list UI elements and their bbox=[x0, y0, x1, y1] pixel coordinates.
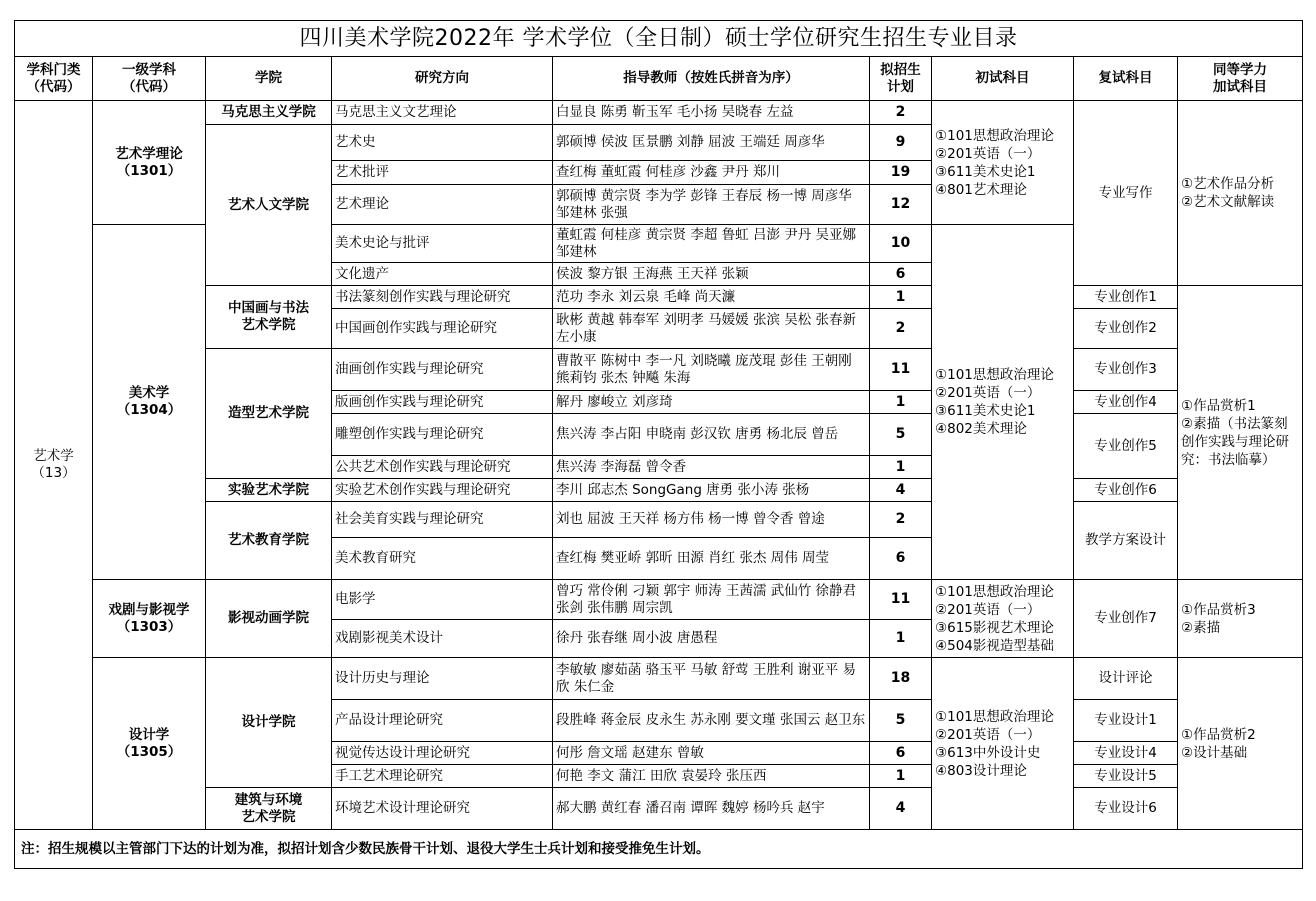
header-retest: 复试科目 bbox=[1074, 57, 1178, 101]
college-cell: 艺术人文学院 bbox=[206, 125, 332, 286]
quota-cell: 4 bbox=[870, 788, 932, 830]
direction-cell: 艺术理论 bbox=[332, 185, 553, 225]
quota-cell: 18 bbox=[870, 658, 932, 700]
extra-subjects: ①作品赏析2 ②设计基础 bbox=[1178, 658, 1303, 830]
tutors-cell: 何艳 李文 蒲江 田欣 袁晏玲 张压西 bbox=[553, 765, 870, 788]
discipline-1301: 艺术学理论 （1301） bbox=[93, 101, 206, 225]
quota-cell: 11 bbox=[870, 580, 932, 620]
tutors-cell: 焦兴涛 李占阳 申晓南 彭汉钦 唐勇 杨北辰 曾岳 bbox=[553, 414, 870, 456]
direction-cell: 环境艺术设计理论研究 bbox=[332, 788, 553, 830]
tutors-cell: 段胜峰 蒋金辰 皮永生 苏永刚 要文瑾 张国云 赵卫东 bbox=[553, 700, 870, 742]
tutors-cell: 郝大鹏 黄红春 潘召南 谭晖 魏婷 杨吟兵 赵宇 bbox=[553, 788, 870, 830]
header-extra: 同等学力 加试科目 bbox=[1178, 57, 1303, 101]
tutors-cell: 查红梅 樊亚峤 郭昕 田源 肖红 张杰 周伟 周莹 bbox=[553, 538, 870, 580]
header-discipline: 一级学科 （代码） bbox=[93, 57, 206, 101]
tutors-cell: 侯波 黎方银 王海燕 王天祥 张颖 bbox=[553, 263, 870, 286]
direction-cell: 版画创作实践与理论研究 bbox=[332, 391, 553, 414]
retest-cell: 设计评论 bbox=[1074, 658, 1178, 700]
direction-cell: 油画创作实践与理论研究 bbox=[332, 349, 553, 391]
discipline-1304: 美术学 （1304） bbox=[93, 225, 206, 580]
retest-cell: 专业创作3 bbox=[1074, 349, 1178, 391]
catalog-table bbox=[14, 20, 1303, 869]
extra-subjects: ①作品赏析1 ②素描（书法篆刻创作实践与理论研究：书法临摹） bbox=[1178, 286, 1303, 580]
exam-subjects: ①101思想政治理论 ②201英语（一） ③615影视艺术理论 ④504影视造型基础 bbox=[932, 580, 1074, 658]
header-tutors: 指导教师（按姓氏拼音为序） bbox=[553, 57, 870, 101]
tutors-cell: 曾巧 常伶俐 刁颖 郭宇 师涛 王茜濡 武仙竹 徐静君 张剑 张伟鹏 周宗凯 bbox=[553, 580, 870, 620]
category-cell: 艺术学 （13） bbox=[15, 101, 93, 830]
direction-cell: 书法篆刻创作实践与理论研究 bbox=[332, 286, 553, 309]
direction-cell: 产品设计理论研究 bbox=[332, 700, 553, 742]
college-cell: 艺术教育学院 bbox=[206, 502, 332, 580]
extra-subjects: ①作品赏析3 ②素描 bbox=[1178, 580, 1303, 658]
tutors-cell: 何彤 詹文瑶 赵建东 曾敏 bbox=[553, 742, 870, 765]
tutors-cell: 郭硕博 黄宗贤 李为学 彭锋 王春辰 杨一博 周彦华 邹建林 张强 bbox=[553, 185, 870, 225]
table-row bbox=[15, 788, 1303, 830]
direction-cell: 美术史论与批评 bbox=[332, 225, 553, 263]
tutors-cell: 白显良 陈勇 靳玉军 毛小扬 吴晓春 左益 bbox=[553, 101, 870, 125]
direction-cell: 社会美育实践与理论研究 bbox=[332, 502, 553, 538]
quota-cell: 5 bbox=[870, 414, 932, 456]
table-row bbox=[15, 658, 1303, 700]
retest-cell: 专业写作 bbox=[1074, 101, 1178, 286]
page-title: 四川美术学院2022年 学术学位（全日制）硕士学位研究生招生专业目录 bbox=[15, 21, 1303, 57]
header-row bbox=[15, 57, 1303, 101]
college-cell: 实验艺术学院 bbox=[206, 479, 332, 502]
tutors-cell: 耿彬 黄越 韩奉军 刘明孝 马媛媛 张滨 吴松 张春新 左小康 bbox=[553, 309, 870, 349]
retest-cell: 专业创作5 bbox=[1074, 414, 1178, 479]
college-cell: 马克思主义学院 bbox=[206, 101, 332, 125]
quota-cell: 6 bbox=[870, 263, 932, 286]
direction-cell: 艺术批评 bbox=[332, 161, 553, 185]
extra-subjects: ①艺术作品分析 ②艺术文献解读 bbox=[1178, 101, 1303, 286]
retest-cell: 专业设计5 bbox=[1074, 765, 1178, 788]
retest-cell: 专业设计6 bbox=[1074, 788, 1178, 830]
table-row bbox=[15, 580, 1303, 620]
quota-cell: 6 bbox=[870, 538, 932, 580]
enrollment-catalog bbox=[14, 20, 1302, 885]
college-cell: 影视动画学院 bbox=[206, 580, 332, 658]
direction-cell: 艺术史 bbox=[332, 125, 553, 161]
retest-cell: 专业创作2 bbox=[1074, 309, 1178, 349]
retest-cell: 专业创作4 bbox=[1074, 391, 1178, 414]
tutors-cell: 徐丹 张春继 周小波 唐愚程 bbox=[553, 620, 870, 658]
retest-cell: 教学方案设计 bbox=[1074, 502, 1178, 580]
tutors-cell: 范功 李永 刘云泉 毛峰 尚天濂 bbox=[553, 286, 870, 309]
tutors-cell: 李敏敏 廖茹菡 骆玉平 马敏 舒莺 王胜利 谢亚平 易欣 朱仁金 bbox=[553, 658, 870, 700]
table-row bbox=[15, 101, 1303, 125]
quota-cell: 19 bbox=[870, 161, 932, 185]
direction-cell: 中国画创作实践与理论研究 bbox=[332, 309, 553, 349]
direction-cell: 戏剧影视美术设计 bbox=[332, 620, 553, 658]
tutors-cell: 郭硕博 侯波 匡景鹏 刘静 屈波 王端廷 周彦华 bbox=[553, 125, 870, 161]
direction-cell: 文化遗产 bbox=[332, 263, 553, 286]
quota-cell: 12 bbox=[870, 185, 932, 225]
tutors-cell: 刘也 屈波 王天祥 杨方伟 杨一博 曾令香 曾途 bbox=[553, 502, 870, 538]
exam-subjects: ①101思想政治理论 ②201英语（一） ③611美术史论1 ④802美术理论 bbox=[932, 225, 1074, 580]
direction-cell: 手工艺术理论研究 bbox=[332, 765, 553, 788]
header-college: 学院 bbox=[206, 57, 332, 101]
quota-cell: 2 bbox=[870, 502, 932, 538]
discipline-1303: 戏剧与影视学 （1303） bbox=[93, 580, 206, 658]
college-cell: 中国画与书法 艺术学院 bbox=[206, 286, 332, 349]
quota-cell: 9 bbox=[870, 125, 932, 161]
quota-cell: 1 bbox=[870, 456, 932, 479]
footnote: 注：招生规模以主管部门下达的计划为准，拟招计划含少数民族骨干计划、退役大学生士兵计划和接受推免生计划。 bbox=[15, 830, 1303, 869]
direction-cell: 马克思主义文艺理论 bbox=[332, 101, 553, 125]
note-row bbox=[15, 830, 1303, 869]
quota-cell: 1 bbox=[870, 620, 932, 658]
college-cell: 设计学院 bbox=[206, 658, 332, 788]
table-row bbox=[15, 349, 1303, 391]
retest-cell: 专业设计1 bbox=[1074, 700, 1178, 742]
table-row bbox=[15, 286, 1303, 309]
college-cell: 造型艺术学院 bbox=[206, 349, 332, 479]
retest-cell: 专业设计4 bbox=[1074, 742, 1178, 765]
tutors-cell: 查红梅 董虹霞 何桂彦 沙鑫 尹丹 郑川 bbox=[553, 161, 870, 185]
header-category: 学科门类 （代码） bbox=[15, 57, 93, 101]
tutors-cell: 曹散平 陈树中 李一凡 刘晓曦 庞茂琨 彭佳 王朝刚 熊莉钧 张杰 钟飚 朱海 bbox=[553, 349, 870, 391]
tutors-cell: 李川 邱志杰 SongGang 唐勇 张小涛 张杨 bbox=[553, 479, 870, 502]
table-row bbox=[15, 479, 1303, 502]
quota-cell: 2 bbox=[870, 101, 932, 125]
quota-cell: 11 bbox=[870, 349, 932, 391]
quota-cell: 5 bbox=[870, 700, 932, 742]
quota-cell: 4 bbox=[870, 479, 932, 502]
direction-cell: 视觉传达设计理论研究 bbox=[332, 742, 553, 765]
quota-cell: 1 bbox=[870, 765, 932, 788]
direction-cell: 美术教育研究 bbox=[332, 538, 553, 580]
college-cell: 建筑与环境 艺术学院 bbox=[206, 788, 332, 830]
header-exam: 初试科目 bbox=[932, 57, 1074, 101]
table-row bbox=[15, 502, 1303, 538]
retest-cell: 专业创作7 bbox=[1074, 580, 1178, 658]
direction-cell: 设计历史与理论 bbox=[332, 658, 553, 700]
header-direction: 研究方向 bbox=[332, 57, 553, 101]
exam-subjects: ①101思想政治理论 ②201英语（一） ③613中外设计史 ④803设计理论 bbox=[932, 658, 1074, 830]
direction-cell: 电影学 bbox=[332, 580, 553, 620]
quota-cell: 1 bbox=[870, 286, 932, 309]
direction-cell: 实验艺术创作实践与理论研究 bbox=[332, 479, 553, 502]
quota-cell: 10 bbox=[870, 225, 932, 263]
exam-subjects: ①101思想政治理论 ②201英语（一） ③611美术史论1 ④801艺术理论 bbox=[932, 101, 1074, 225]
tutors-cell: 董虹霞 何桂彦 黄宗贤 李超 鲁虹 吕澎 尹丹 吴亚娜 邹建林 bbox=[553, 225, 870, 263]
quota-cell: 2 bbox=[870, 309, 932, 349]
header-quota: 拟招生 计划 bbox=[870, 57, 932, 101]
direction-cell: 公共艺术创作实践与理论研究 bbox=[332, 456, 553, 479]
tutors-cell: 解丹 廖峻立 刘彦琦 bbox=[553, 391, 870, 414]
tutors-cell: 焦兴涛 李海磊 曾令香 bbox=[553, 456, 870, 479]
retest-cell: 专业创作6 bbox=[1074, 479, 1178, 502]
quota-cell: 1 bbox=[870, 391, 932, 414]
direction-cell: 雕塑创作实践与理论研究 bbox=[332, 414, 553, 456]
discipline-1305: 设计学 （1305） bbox=[93, 658, 206, 830]
retest-cell: 专业创作1 bbox=[1074, 286, 1178, 309]
quota-cell: 6 bbox=[870, 742, 932, 765]
